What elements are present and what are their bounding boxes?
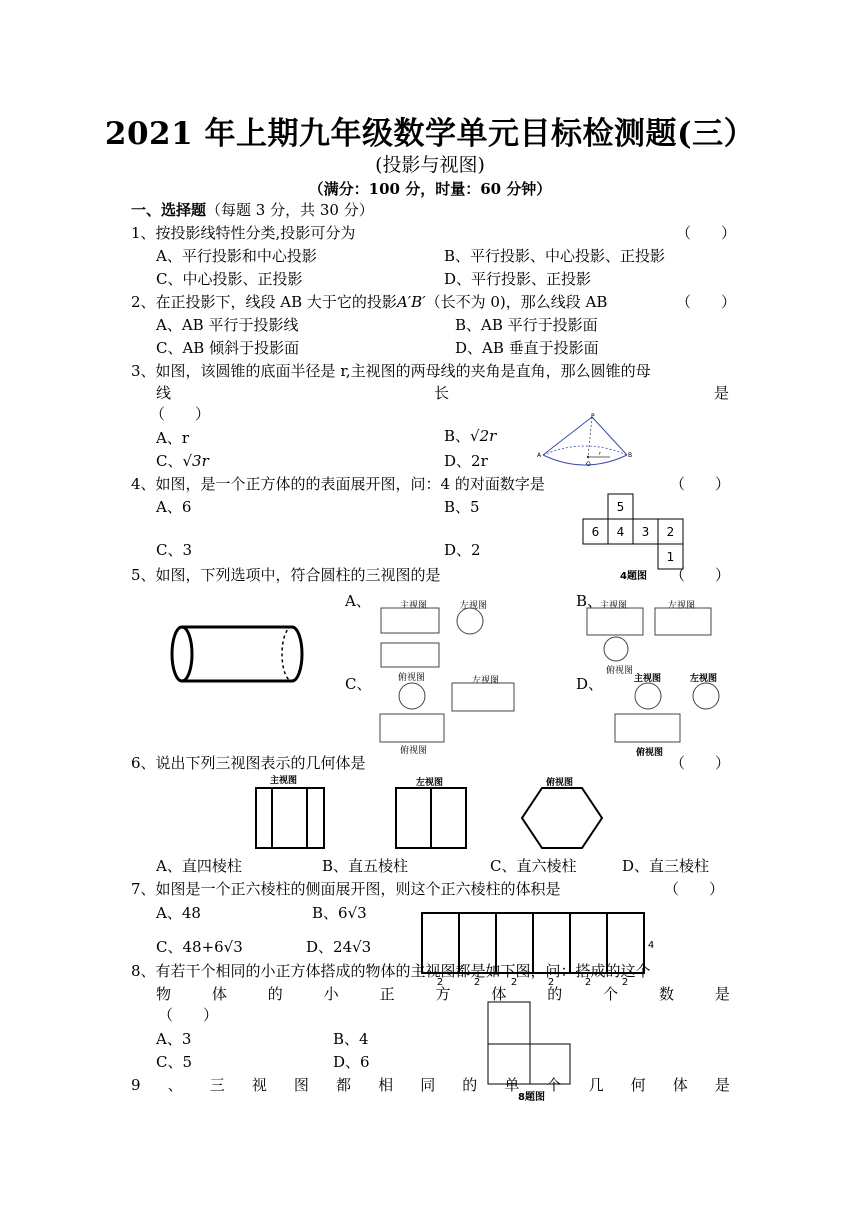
q2-stem-pre: 2、在正投影下，线段 AB 大于它的投影	[131, 293, 397, 311]
q9-stem-char: 、	[167, 1076, 183, 1094]
q5-option-b: B、	[576, 592, 603, 610]
q5-b-front-label: 主视图	[600, 601, 628, 611]
q9-stem-char: 单	[504, 1076, 520, 1094]
q5-cylinder-figure	[168, 620, 308, 690]
section-heading-label: 一、选择题	[131, 201, 207, 219]
q3-cone-figure	[535, 413, 635, 470]
q8-stem-char: 体	[211, 985, 227, 1003]
q7-stem: 7、如图是一个正六棱柱的侧面展开图，则这个正六棱柱的体积是	[131, 880, 561, 898]
q6-three-views-figure	[250, 786, 610, 851]
q5-a-front-label: 主视图	[400, 601, 428, 611]
q4-net-face: 5	[616, 500, 625, 514]
q7-option-c	[156, 937, 243, 957]
q9-stem-char: 个	[546, 1076, 562, 1094]
q3-label-a: A	[537, 452, 542, 459]
q4-option-b: B、5	[444, 498, 480, 516]
q3-label-o: O	[586, 461, 591, 468]
q5-answer-paren[interactable]: （ ）	[670, 566, 731, 584]
q3-label-p: P	[591, 413, 595, 420]
q2-stem-post: （长不为 0)，那么线段 AB	[425, 293, 608, 311]
q7-option-b-math: 6√3	[338, 904, 367, 922]
q8-stem-char: 物	[156, 985, 172, 1003]
q5-b-top-label: 俯视图	[606, 666, 634, 676]
q2-stem-projection: A′B′	[396, 293, 426, 311]
q4-net-face: 4	[616, 525, 625, 539]
q5-c-left-label: 左视图	[472, 676, 500, 686]
q3-stem-line1: 3、如图，该圆锥的底面半径是 r,主视图的两母线的夹角是直角，那么圆锥的母	[131, 362, 651, 380]
q8-caption: 8题图	[518, 1092, 545, 1103]
q3-answer-paren[interactable]: （ ）	[150, 405, 211, 423]
q6-option-d: D、直三棱柱	[622, 857, 710, 875]
q3-option-c-math: √3r	[182, 452, 209, 470]
q5-option-d: D、	[576, 675, 604, 693]
q6-top-label: 俯视图	[546, 778, 574, 788]
q5-option-c: C、	[345, 675, 372, 693]
q9-stem-char: 几	[588, 1076, 604, 1094]
q7-bottom-label: 2	[473, 977, 481, 988]
q3-stem-word-3: 是	[714, 384, 730, 402]
q4-net-face: 6	[591, 525, 600, 539]
q4-caption: 4题图	[620, 571, 647, 582]
q5-option-c-views	[376, 680, 521, 744]
q7-option-c-math: 6√3	[214, 938, 243, 956]
q2-option-c: C、AB 倾斜于投影面	[156, 339, 300, 357]
q5-a-left-label: 左视图	[460, 601, 488, 611]
q3-option-b-math: √2r	[470, 427, 497, 445]
q6-stem: 6、说出下列三视图表示的几何体是	[131, 754, 366, 772]
q7-option-b	[312, 903, 367, 923]
q9-stem-char: 9	[131, 1076, 141, 1094]
q5-d-left-label: 左视图	[690, 674, 718, 684]
q7-option-d-math: 24√3	[333, 938, 372, 956]
q8-option-b: B、4	[333, 1030, 369, 1048]
q5-c-top-label: 俯视图	[398, 673, 426, 683]
q9-stem-char: 的	[462, 1076, 478, 1094]
q7-option-d-label: D、	[306, 938, 334, 956]
q5-option-a-views	[378, 605, 490, 671]
q1-answer-paren[interactable]: （ ）	[676, 224, 737, 242]
q7-answer-paren[interactable]: （ ）	[664, 880, 725, 898]
q2-stem	[131, 292, 607, 312]
q2-answer-paren[interactable]: （ ）	[676, 293, 737, 311]
q3-label-r: r	[599, 451, 602, 457]
q5-d-front-label: 主视图	[634, 674, 662, 684]
q9-stem-char: 视	[251, 1076, 267, 1094]
q3-option-d: D、2r	[444, 452, 488, 470]
q9-stem-char: 何	[630, 1076, 646, 1094]
q1-option-c: C、中心投影、正投影	[156, 270, 303, 288]
q4-answer-paren[interactable]: （ ）	[670, 475, 731, 493]
q7-option-b-label: B、	[312, 904, 339, 922]
q2-option-a: A、AB 平行于投影线	[156, 316, 299, 334]
section-heading-note: （每题 3 分，共 30 分）	[206, 201, 374, 219]
q7-option-a: A、48	[156, 904, 201, 922]
q1-option-d: D、平行投影、正投影	[444, 270, 592, 288]
q1-stem: 1、按投影线特性分类,投影可分为	[131, 224, 356, 242]
q6-option-a: A、直四棱柱	[156, 857, 242, 875]
q6-answer-paren[interactable]: （ ）	[670, 754, 731, 772]
q4-stem: 4、如图，是一个正方体的的表面展开图，问：4 的对面数字是	[131, 475, 545, 493]
q1-option-b: B、平行投影、中心投影、正投影	[444, 247, 666, 265]
q9-stem-char: 都	[336, 1076, 352, 1094]
q4-net-face: 3	[641, 525, 650, 539]
q8-stem-line2	[156, 984, 730, 1004]
q6-option-c: C、直六棱柱	[490, 857, 577, 875]
q3-option-b	[444, 426, 496, 446]
q7-option-d	[306, 937, 371, 957]
q8-stem-char: 个	[603, 985, 619, 1003]
q3-label-b: B	[628, 452, 633, 459]
q4-net-face: 1	[666, 550, 675, 564]
q8-stem-char: 小	[323, 985, 339, 1003]
q7-bottom-label: 2	[584, 977, 592, 988]
q6-option-b: B、直五棱柱	[322, 857, 409, 875]
q2-option-d: D、AB 垂直于投影面	[455, 339, 599, 357]
q9-stem-char: 体	[672, 1076, 688, 1094]
q7-side-label: 4	[647, 940, 655, 951]
q7-bottom-label: 2	[547, 977, 555, 988]
q7-option-c-label: C、48+	[156, 938, 215, 956]
q8-answer-paren[interactable]: （ ）	[158, 1006, 219, 1024]
q3-option-b-label: B、	[444, 427, 471, 445]
q3-stem-word-1: 线	[156, 384, 172, 402]
q8-stem-char: 数	[659, 985, 675, 1003]
q9-stem-char: 三	[209, 1076, 225, 1094]
q8-stem-line1: 8、有若干个相同的小正方体搭成的物体的主视图都是如下图，问：搭成的这个	[131, 962, 651, 980]
q8-stem-char: 的	[547, 985, 563, 1003]
q8-stem-char: 方	[435, 985, 451, 1003]
page-title: 2021 年上期九年级数学单元目标检测题(三）	[104, 116, 756, 152]
q8-stem-char: 是	[714, 985, 730, 1003]
q2-option-b: B、AB 平行于投影面	[455, 316, 598, 334]
q7-bottom-label: 2	[510, 977, 518, 988]
q3-option-c-label: C、	[156, 452, 183, 470]
q7-bottom-label: 2	[436, 977, 444, 988]
q4-option-a: A、6	[156, 498, 192, 516]
q9-stem-char: 是	[714, 1076, 730, 1094]
q8-stem-char: 正	[379, 985, 395, 1003]
q4-option-d: D、2	[444, 541, 481, 559]
q3-stem-word-2: 长	[434, 384, 450, 402]
q5-option-a: A、	[345, 592, 371, 610]
q7-bottom-label: 2	[621, 977, 629, 988]
q5-d-top-label: 俯视图	[636, 748, 664, 758]
q8-option-a: A、3	[156, 1030, 192, 1048]
q8-option-d: D、6	[333, 1053, 370, 1071]
q9-stem	[131, 1075, 730, 1095]
q6-front-label: 主视图	[270, 776, 298, 786]
q4-option-c: C、3	[156, 541, 193, 559]
q8-stem-char: 体	[491, 985, 507, 1003]
q5-option-d-views	[610, 680, 725, 744]
q5-c-bottom-label: 俯视图	[400, 746, 428, 756]
q3-option-a: A、r	[156, 429, 190, 447]
q3-option-c	[156, 451, 209, 471]
q5-stem: 5、如图，下列选项中，符合圆柱的三视图的是	[131, 566, 441, 584]
q9-stem-char: 图	[293, 1076, 309, 1094]
q5-option-b-views	[584, 605, 716, 663]
q9-stem-char: 相	[378, 1076, 394, 1094]
q5-b-left-label: 左视图	[668, 601, 696, 611]
score-line: （满分：100 分，时量：60 分钟）	[308, 180, 552, 198]
section-heading	[131, 200, 374, 220]
page-subtitle: (投影与视图)	[375, 154, 485, 176]
q6-left-label: 左视图	[416, 778, 444, 788]
q8-stem-char: 的	[267, 985, 283, 1003]
q4-net-face: 2	[666, 525, 675, 539]
q9-stem-char: 同	[420, 1076, 436, 1094]
q8-front-view-figure	[484, 1000, 576, 1086]
q1-option-a: A、平行投影和中心投影	[156, 247, 317, 265]
q8-option-c: C、5	[156, 1053, 193, 1071]
